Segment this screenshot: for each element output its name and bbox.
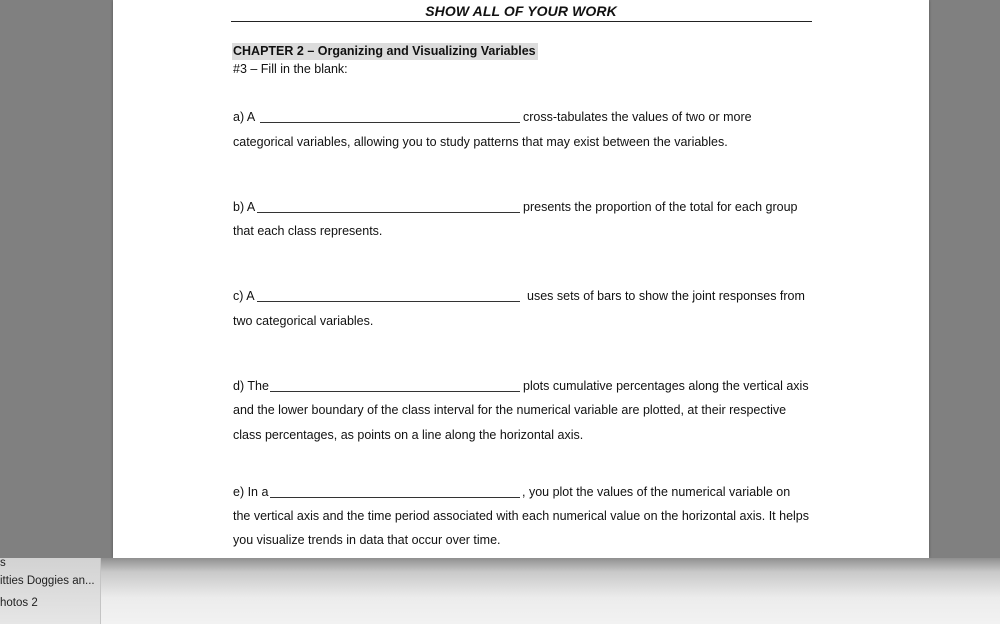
question-a-after: cross-tabulates the values of two or more — [523, 110, 752, 124]
question-b-blank[interactable] — [257, 212, 520, 213]
finder-sidebar — [0, 558, 101, 624]
question-e-blank[interactable] — [270, 497, 520, 498]
question-e-prefix: e) In a — [233, 485, 269, 499]
question-b-prefix: b) A — [233, 200, 256, 214]
question-a-blank[interactable] — [260, 122, 520, 123]
instruction-text: #3 – Fill in the blank: — [233, 62, 348, 76]
sidebar-item-partial[interactable]: s — [0, 557, 6, 569]
question-b-line-2: that each class represents. — [233, 224, 383, 238]
question-c-line-2: two categorical variables. — [233, 314, 374, 328]
question-c-blank[interactable] — [257, 301, 520, 302]
document-page — [113, 0, 929, 558]
page-header: SHOW ALL OF YOUR WORK — [425, 3, 617, 19]
sidebar-item-photos-2[interactable]: hotos 2 — [0, 597, 38, 609]
question-a-prefix: a) A — [233, 110, 256, 124]
question-d-after: plots cumulative percentages along the vertical axis — [523, 379, 809, 393]
header-rule — [231, 21, 812, 22]
question-d-line-2: and the lower boundary of the class interval for the numerical variable are plotted, at their respective — [233, 403, 787, 417]
question-b-after: presents the proportion of the total for each group — [523, 200, 798, 214]
bottom-shelf — [0, 558, 1000, 624]
question-e-line-2: the vertical axis and the time period associated with each numerical value on the horizontal axis. It helps — [233, 509, 810, 523]
question-c-prefix: c) A — [233, 289, 255, 303]
question-e-after: , you plot the values of the numerical variable on — [522, 485, 791, 499]
question-d-prefix: d) The — [233, 379, 269, 393]
question-a-line-2: categorical variables, allowing you to study patterns that may exist between the variables. — [233, 135, 728, 149]
question-d-blank[interactable] — [270, 391, 520, 392]
chapter-title: CHAPTER 2 – Organizing and Visualizing Variables — [233, 44, 536, 58]
question-d-line-3: class percentages, as points on a line along the horizontal axis. — [233, 428, 584, 442]
sidebar-item-kitties-doggies[interactable]: itties Doggies an... — [0, 575, 95, 587]
question-c-after: uses sets of bars to show the joint responses from — [527, 289, 805, 303]
question-e-line-3: you visualize trends in data that occur over time. — [233, 533, 501, 547]
